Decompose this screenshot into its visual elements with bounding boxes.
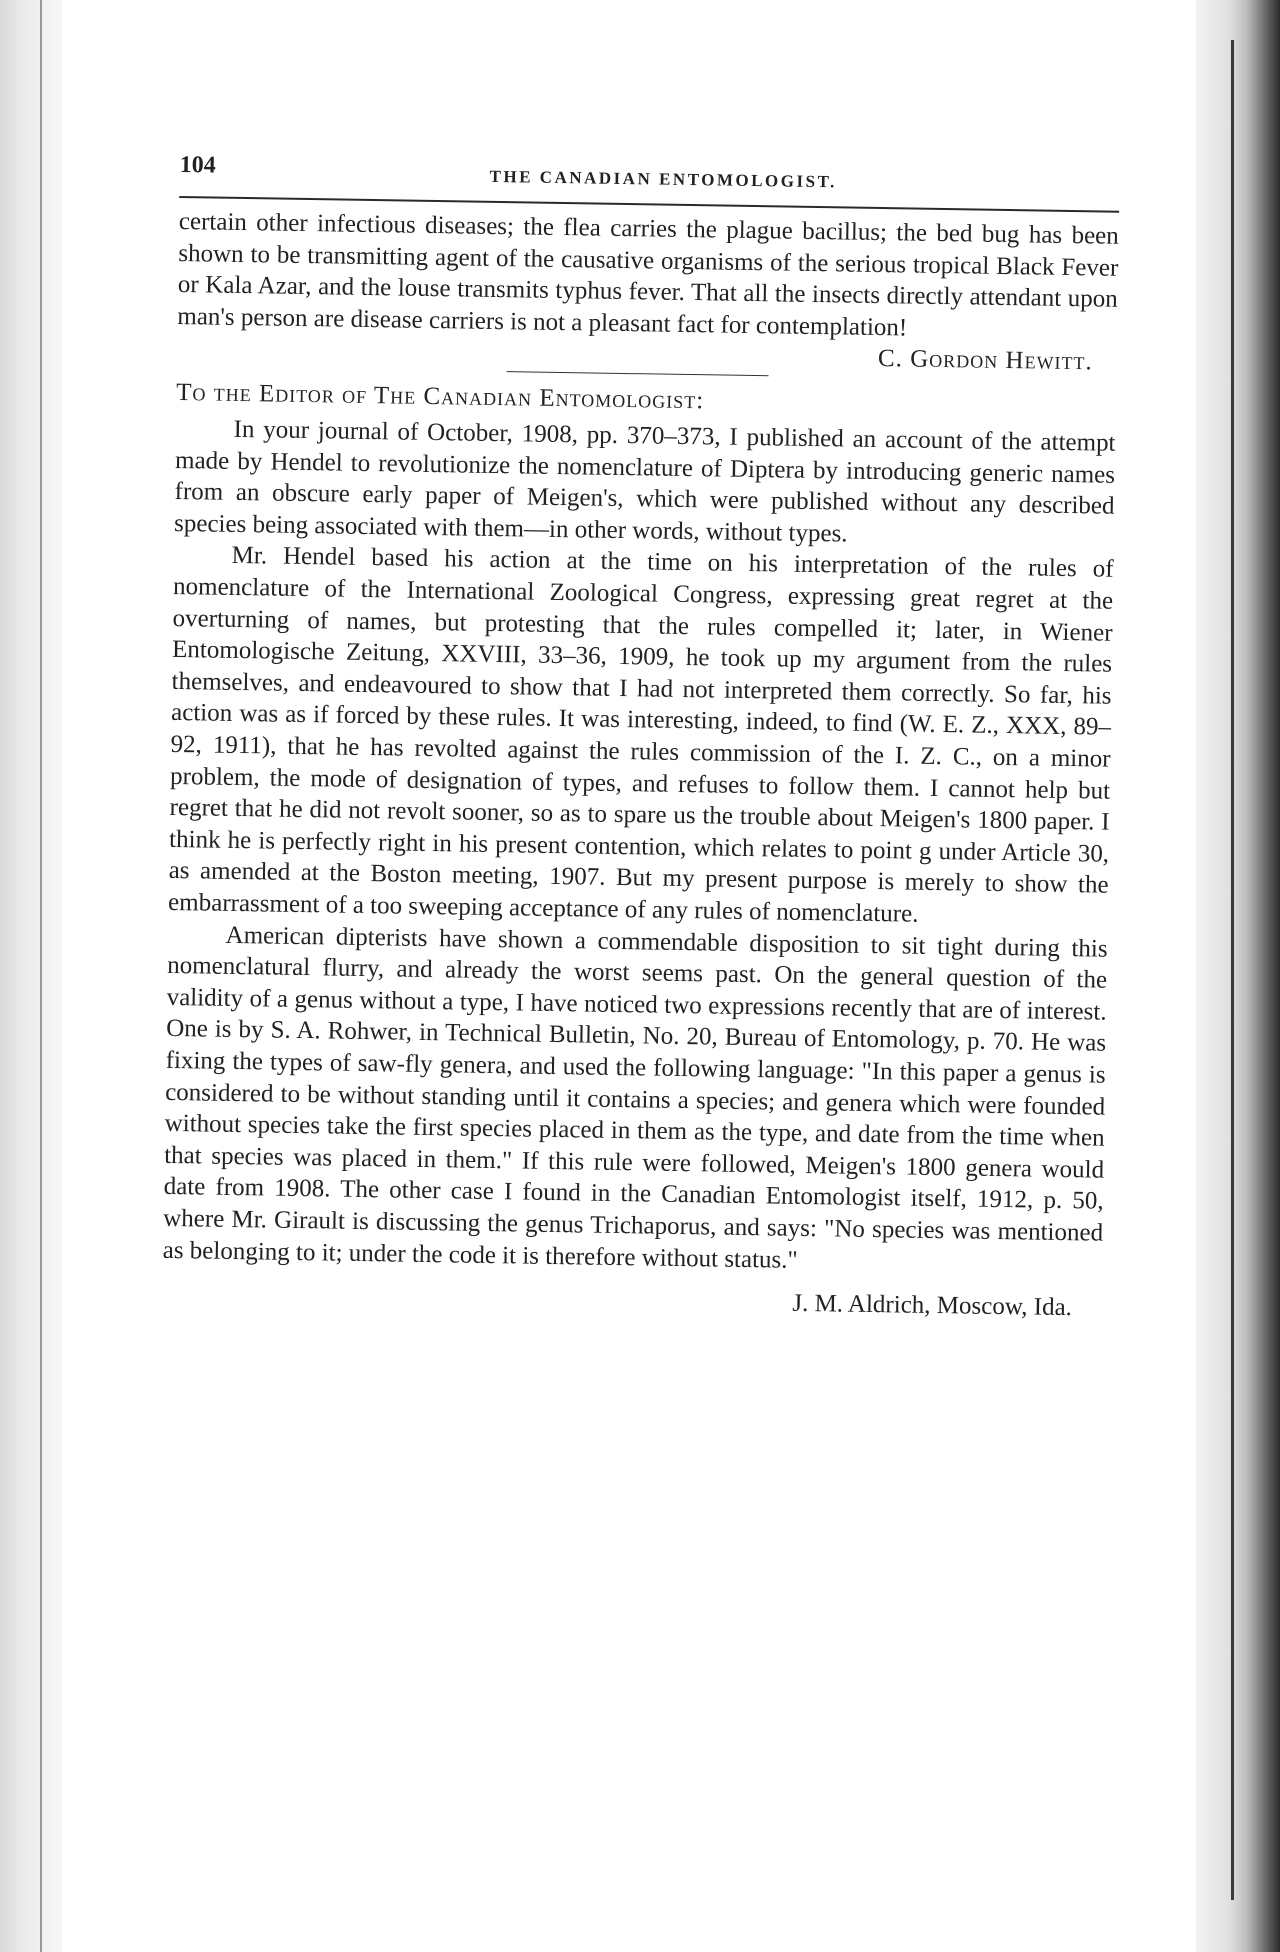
scan-left-margin: [0, 0, 62, 1952]
journal-page: [162, 150, 1120, 1324]
letter-paragraph-2: Mr. Hendel based his action at the time on his interpretation of the rules of nomenclature of the International Zoological Congress, expressing great regret at the overturning of names, but protesting that the rules compelled it; later, in Wiener Entomologische Zeitung, XXVIII, 33–36, 1909, he took up my argument from the rules themselves, and endeavoured to show that I had not interpreted them correctly. So far, his action was as if forced by these rules. It was interesting, indeed, to find (W. E. Z., XXX, 89–92, 1911), that he has revolted against the rules commission of the I. Z. C., on a minor problem, the mode of designation of types, and refuses to follow them. I cannot help but regret that he did not revolt sooner, so as to spare us the trouble about Meigen's 1800 paper. I think he is perfectly right in his present contention, which relates to point g under Article 30, as amended at the Boston meeting, 1907. But my present purpose is merely to show the embarrassment of a too sweeping acceptance of any rules of nomenclature.: [167, 542, 1114, 928]
journal-title: THE CANADIAN ENTOMOLOGIST.: [489, 166, 838, 192]
continued-paragraph: certain other infectious diseases; the flea carries the plague bacillus; the bed bug has been shown to be transmitting agent of the causative organisms of the serious tropical Black Fever or Kala Azar, and the louse transmits typhus fever. That all the insects directly attendant upon man's person are disease carriers is not a pleasant fact for contemplation!: [177, 207, 1119, 342]
letter-paragraph-1: In your journal of October, 1908, pp. 370–373, I published an account of the attempt made by Hendel to revolutionize the nomenclature of Diptera by introducing generic names from an obscure early paper of Meigen's, which were published without any described species being associated with them—in other words, without types.: [173, 415, 1116, 548]
running-head: [179, 150, 1119, 197]
scan-left-edge: [40, 0, 42, 1952]
salutation: To the Editor of The Canadian Entomologist:: [175, 379, 705, 415]
page-number: 104: [179, 151, 216, 179]
scan-right-edge-line: [1231, 40, 1234, 1900]
scan-right-page-edge: [1196, 0, 1280, 1952]
letter-paragraph-3: American dipterists have shown a commendable disposition to sit tight during this nomenclatural flurry, and already the worst seems past. On the general question of the validity of a genus without a type, I have noticed two expressions recently that are of interest. One is by S. A. Rohwer, in Technical Bulletin, No. 20, Bureau of Entomology, p. 70. He was fixing the types of saw-fly genera, and used the following language: "In this paper a genus is considered to be without standing until it contains a species; and genera which were founded without species take the first species placed in them as the type, and date from the time when that species was placed in them." If this rule were followed, Meigen's 1800 genera would date from 1908. The other case I found in the Canadian Entomologist itself, 1912, p. 50, where Mr. Girault is discussing the genus Trichaporus, and says: "No species was mentioned as belonging to it; under the code it is therefore without status.": [162, 921, 1108, 1274]
signature-hewitt: C. Gordon Hewitt.: [877, 345, 1093, 376]
signature-aldrich: J. M. Aldrich, Moscow, Ida.: [792, 1289, 1073, 1322]
